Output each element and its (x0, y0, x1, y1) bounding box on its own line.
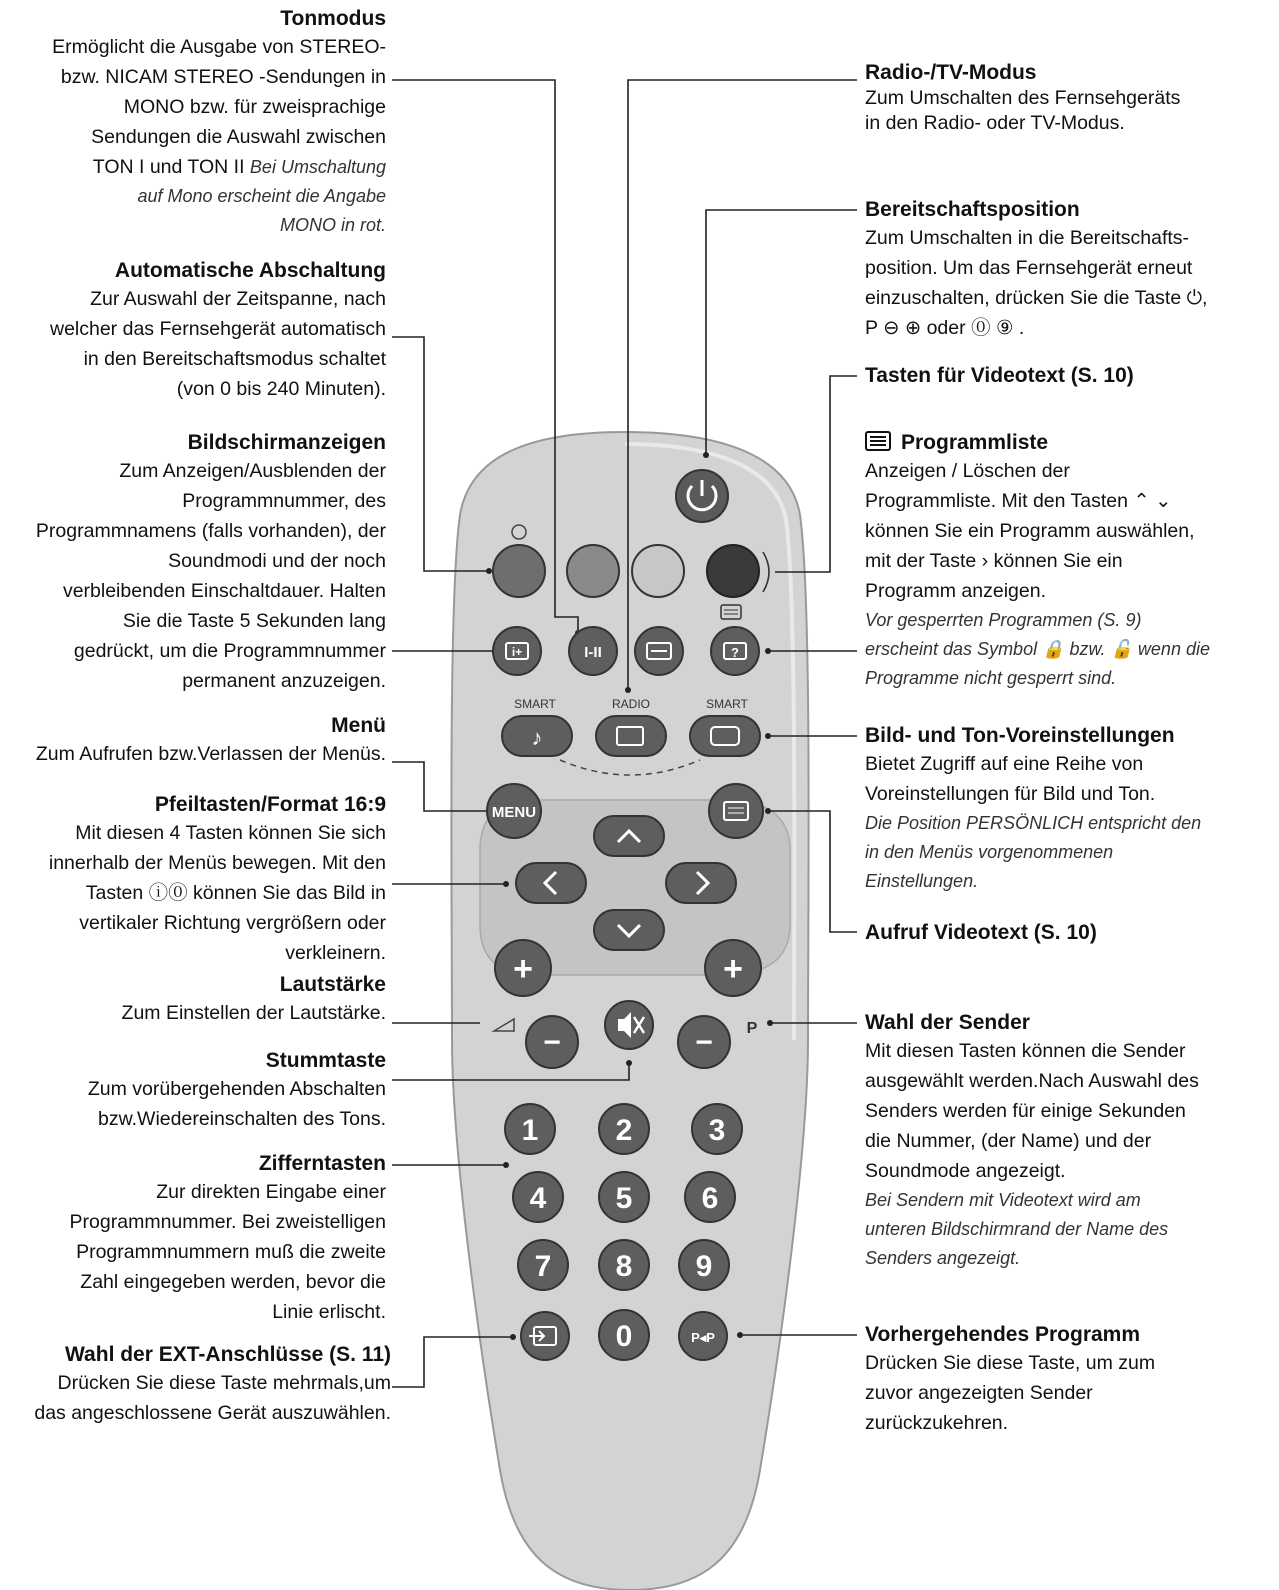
annotation-bild-ton: Bild- und Ton-Voreinstellungen Bietet Zugriff auf eine Reihe von Voreinstellungen für Bild und Ton. Die Position PERSÖNLICH entspricht den in den Menüs vorgenommenen Einstellungen. (865, 724, 1202, 891)
annotation-bereitschaft: Bereitschaftsposition Zum Umschalten in die Bereitschafts- position. Um das Fernsehgerät erneut einzuschalten, drücken Sie die Taste ⏻, P ⊖ ⊕ oder ⓪ ⑨ . (865, 198, 1208, 339)
program-down-button[interactable] (678, 1016, 730, 1068)
svg-text:P◂P: P◂P (691, 1330, 715, 1345)
svg-text:♪: ♪ (531, 725, 543, 750)
arrow-down-button[interactable] (594, 910, 664, 950)
arrow-up-button[interactable] (594, 816, 664, 856)
annotation-radio-tv: Radio-/TV-Modus Zum Umschalten des Fernsehgeräts in den Radio- oder TV-Modus. (865, 61, 1181, 134)
info-button[interactable] (493, 627, 541, 675)
digit-button-8[interactable] (599, 1240, 649, 1290)
previous-program-button[interactable] (679, 1312, 727, 1360)
svg-text:−: − (695, 1026, 713, 1059)
sound-mode-button[interactable] (569, 627, 617, 675)
svg-text:?: ? (731, 645, 739, 660)
svg-text:i+: i+ (511, 645, 523, 659)
svg-text:+: + (723, 950, 743, 988)
title: Tonmodus (280, 7, 386, 30)
digit-button-7[interactable] (518, 1240, 568, 1290)
annotation-pfeiltasten: Pfeiltasten/Format 16:9 Mit diesen 4 Tasten können Sie sich innerhalb der Menüs bewegen. Mit den Tasten ⓘ⓪ können Sie das Bild in vertikaler Richtung vergrößern oder verkleinern. (48, 793, 386, 964)
digit-button-4[interactable] (513, 1172, 563, 1222)
svg-text:−: − (543, 1026, 561, 1059)
arrow-right-button[interactable] (666, 863, 736, 903)
digit-label: 5 (615, 1182, 633, 1215)
digit-label: 2 (615, 1114, 633, 1147)
yellow-button[interactable] (632, 545, 684, 597)
annotation-tonmodus: Tonmodus Ermöglicht die Ausgabe von STEREO- bzw. NICAM STEREO -Sendungen in MONO bzw. für zweisprachige Sendungen die Auswahl zwischen TON I und TON II Bei Umschaltung auf Mono erscheint die Angabe MONO in rot. (0, 6, 386, 240)
smart-picture-label: SMART (706, 697, 748, 711)
annotation-vorhergehendes: Vorhergehendes Programm Drücken Sie diese Taste, um zum zuvor angezeigten Sender zurückzukehren. (865, 1323, 1156, 1434)
radio-label: RADIO (611, 697, 651, 711)
standby-button[interactable] (676, 470, 728, 522)
digit-button-9[interactable] (679, 1240, 729, 1290)
svg-text:+: + (513, 950, 533, 988)
radio-button[interactable] (596, 716, 666, 756)
digit-label: 4 (529, 1182, 547, 1215)
digit-button-2[interactable] (599, 1104, 649, 1154)
sound-mode-label: I-II (584, 644, 602, 661)
annotation-stummtaste: Stummtaste Zum vorübergehenden Abschalten bzw.Wiedereinschalten des Tons. (87, 1049, 386, 1130)
annotation-menue: Menü Zum Aufrufen bzw.Verlassen der Menüs. (35, 714, 386, 765)
digit-label: 3 (708, 1114, 726, 1147)
annotation-bildschirmanzeigen: Bildschirmanzeigen Zum Anzeigen/Ausblenden der Programmnummer, des Programmnamens (falls vorhanden), der Soundmodi und der noch verbleibenden Einschaltdauer. Halten Sie die Taste 5 Sekunden lang gedrückt, um die Programmnummer permanent anzuzeigen. (35, 431, 386, 692)
digit-button-0[interactable] (599, 1310, 649, 1360)
blue-button[interactable] (707, 545, 759, 597)
program-up-button[interactable] (705, 940, 761, 996)
annotation-wahl-der-sender: Wahl der Sender Mit diesen Tasten können die Sender ausgewählt werden.Nach Auswahl des Senders werden für einige Sekunden die Nummer, (der Name) und der Soundmode angezeigt. Bei Sendern mit Videotext wird am unteren Bildschirmrand der Name des Senders angezeigt. (865, 1011, 1199, 1268)
digit-label: 9 (695, 1250, 713, 1283)
digit-button-3[interactable] (692, 1104, 742, 1154)
annotation-aufruf-videotext: Aufruf Videotext (S. 10) (865, 921, 1097, 944)
reveal-button[interactable] (711, 627, 759, 675)
annotation-lautstaerke: Lautstärke Zum Einstellen der Lautstärke. (121, 973, 386, 1024)
digit-label: 8 (615, 1250, 633, 1283)
smart-picture-button[interactable] (690, 716, 760, 756)
digit-label: 6 (701, 1182, 719, 1215)
menu-button-label: MENU (491, 804, 537, 821)
ext-button[interactable] (521, 1312, 569, 1360)
digit-label: 1 (521, 1114, 539, 1147)
mute-button[interactable] (605, 1001, 653, 1049)
smart-sound-button[interactable] (502, 716, 572, 756)
annotation-zifferntasten: Zifferntasten Zur direkten Eingabe einer Programmnummer. Bei zweistelligen Programmnummern muß die zweite Zahl eingegeben werden, bevor die Linie erlischt. (69, 1152, 386, 1323)
menu-button[interactable] (487, 784, 541, 838)
digit-button-6[interactable] (685, 1172, 735, 1222)
annotation-auto-abschaltung: Automatische Abschaltung Zur Auswahl der Zeitspanne, nach welcher das Fernsehgerät automatisch in den Bereitschaftsmodus schaltet (von 0 bis 240 Minuten). (49, 259, 386, 400)
teletext-mix-button[interactable] (635, 627, 683, 675)
smart-sound-label: SMART (514, 697, 556, 711)
green-button[interactable] (567, 545, 619, 597)
digit-button-5[interactable] (599, 1172, 649, 1222)
digit-label: 7 (534, 1250, 552, 1283)
annotation-videotext-tasten: Tasten für Videotext (S. 10) (865, 364, 1134, 387)
digit-button-1[interactable] (505, 1104, 555, 1154)
teletext-button[interactable] (709, 784, 763, 838)
program-p-label: P (746, 1020, 758, 1037)
program-list-icon (865, 431, 891, 451)
arrow-left-button[interactable] (516, 863, 586, 903)
annotation-programmliste: Programmliste Anzeigen / Löschen der Programmliste. Mit den Tasten ⌃ ⌄ können Sie ein Programm auswählen, mit der Taste › können Sie ein Programm anzeigen. Vor gesperrten Programmen (S. 9) erscheint das Symbol 🔒 bzw. 🔓 wenn die Programme nicht gesperrt sind. (865, 431, 1210, 688)
volume-up-button[interactable] (495, 940, 551, 996)
digit-label: 0 (615, 1320, 633, 1353)
annotation-ext: Wahl der EXT-Anschlüsse (S. 11) Drücken Sie diese Taste mehrmals,um das angeschlossene Gerät auszuwählen. (34, 1343, 391, 1424)
volume-down-button[interactable] (526, 1016, 578, 1068)
red-button[interactable] (493, 545, 545, 597)
